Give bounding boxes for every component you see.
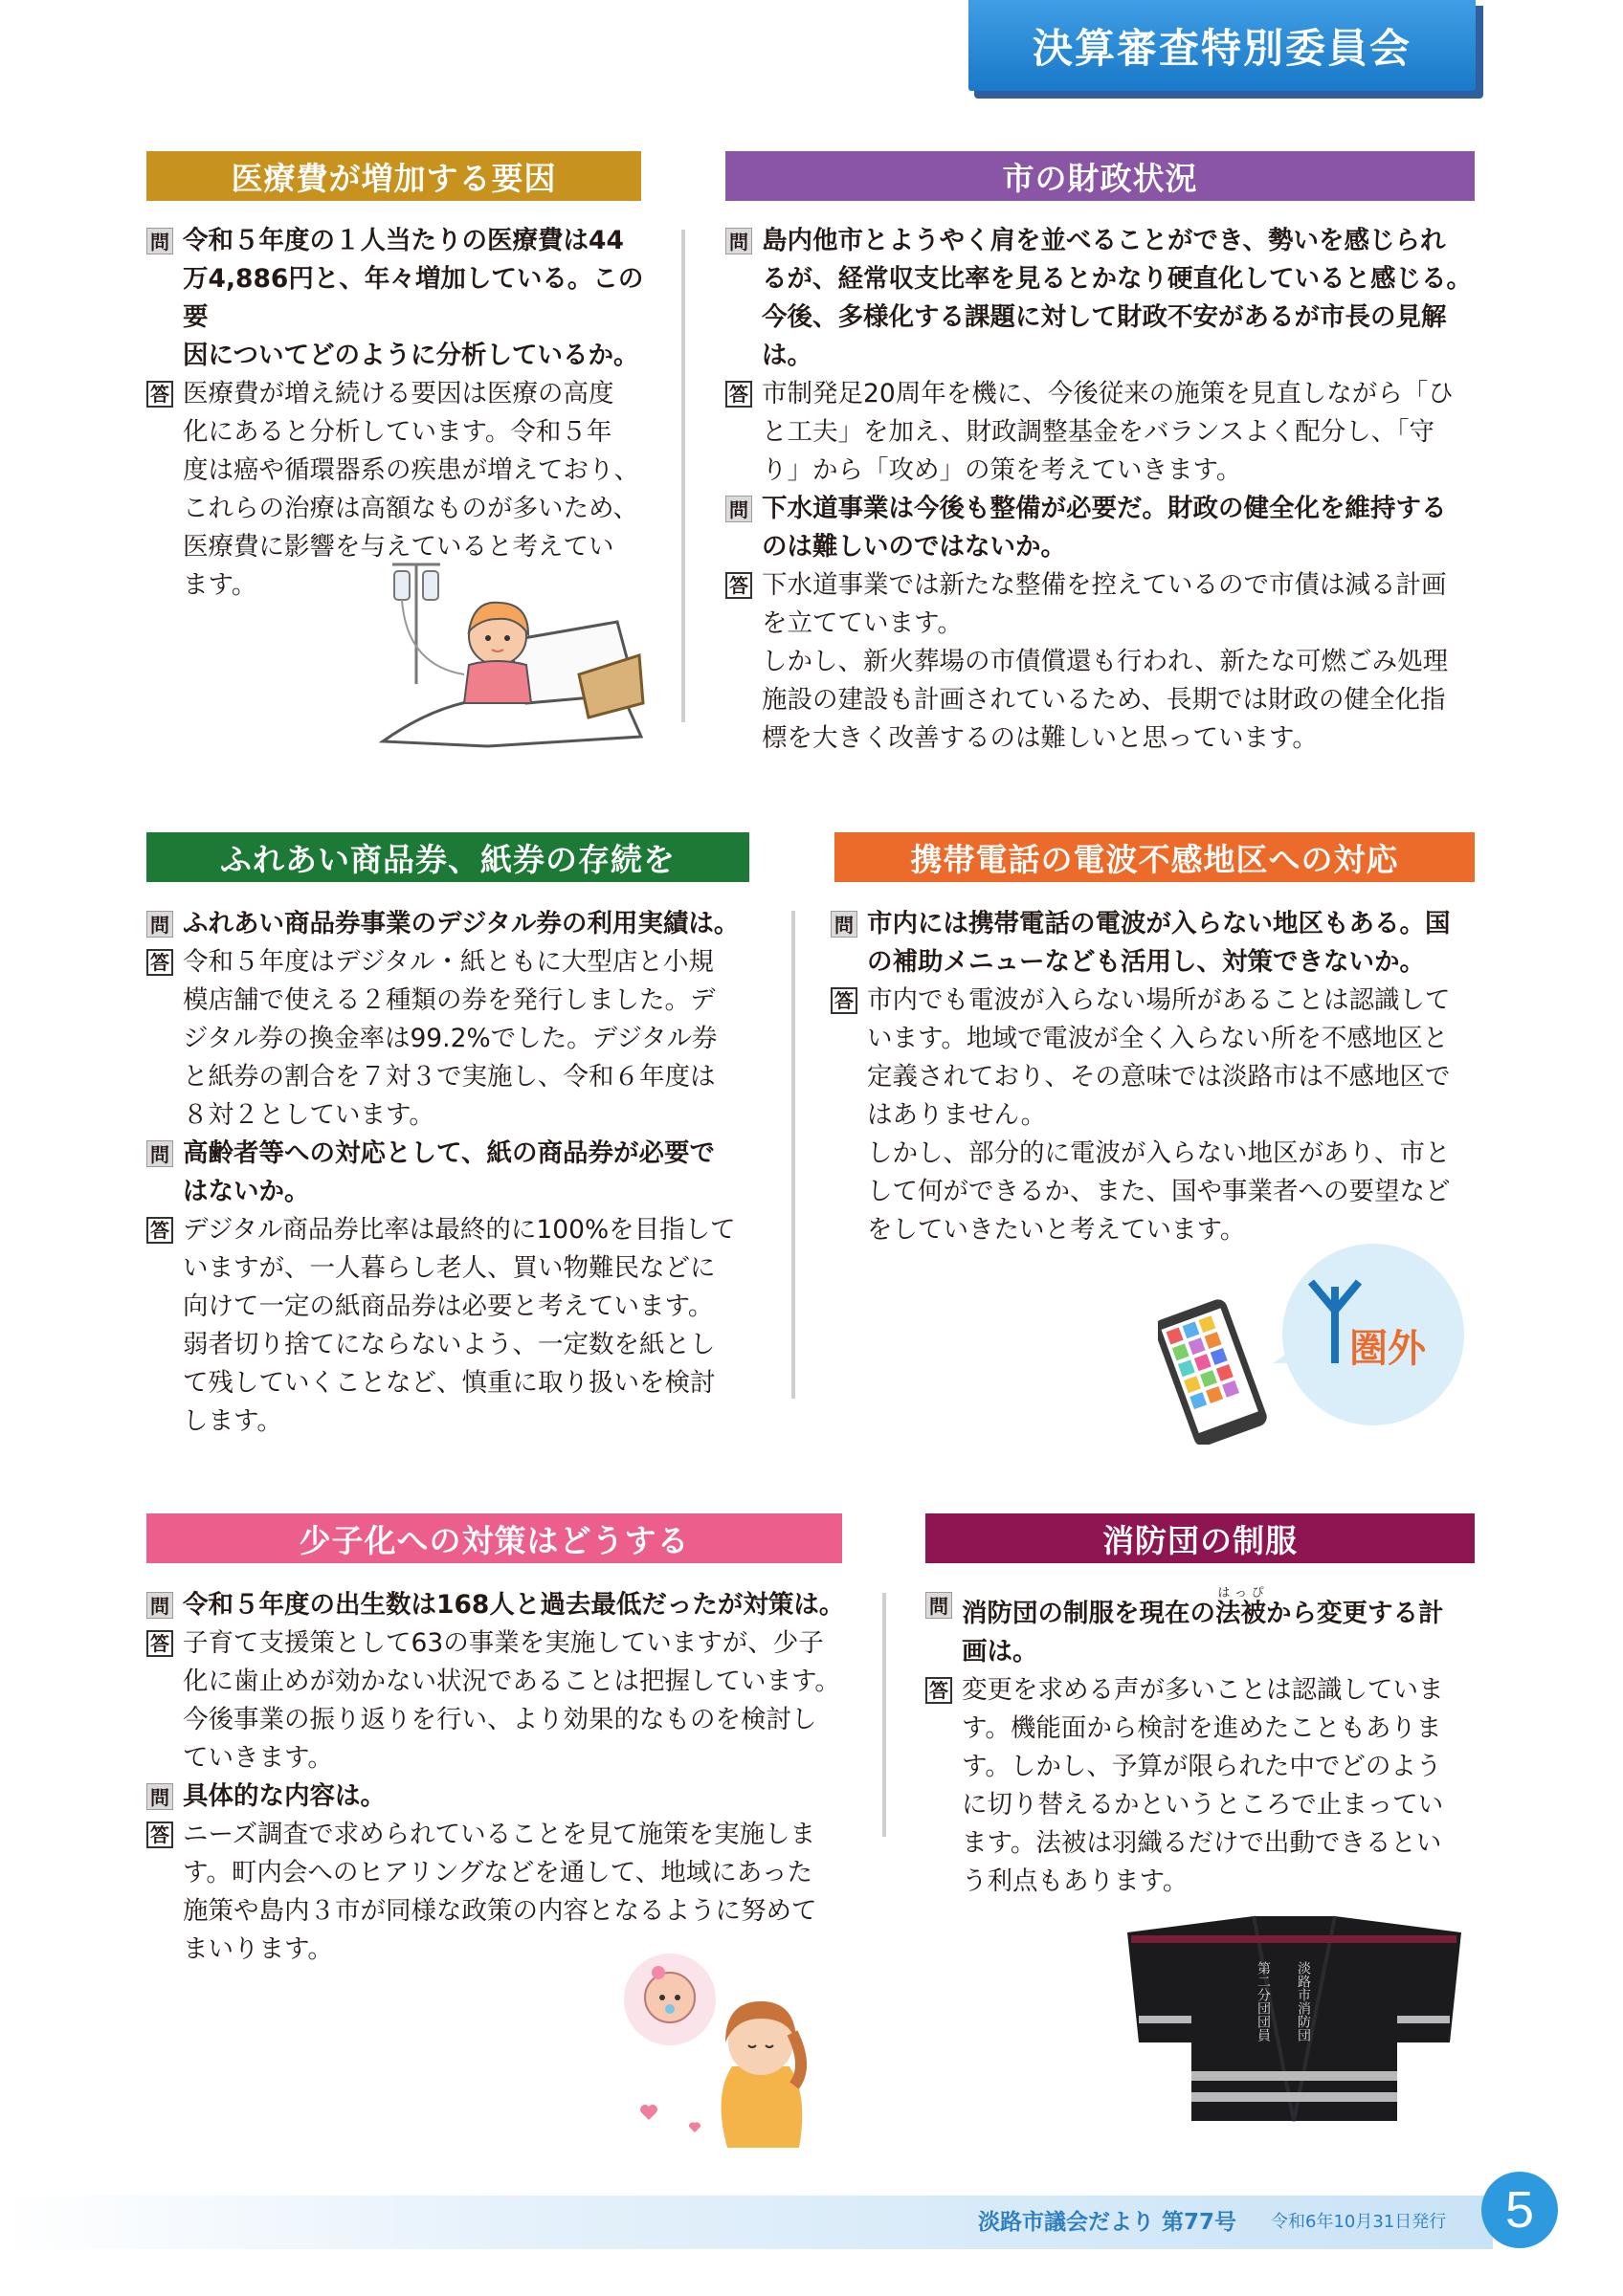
section-title-fire: 消防団の制服: [925, 1513, 1475, 1563]
answer-badge: 答: [831, 987, 857, 1014]
answer-line: に切り替えるかというところで止まってい: [962, 1790, 1444, 1820]
answer-line: 度は癌や循環器系の疾患が増えており、: [183, 455, 639, 485]
footer-publication: 淡路市議会だより 第77号: [978, 2210, 1237, 2235]
question-line: 画は。: [962, 1637, 1038, 1667]
footer-band: [0, 2196, 1493, 2249]
happi-text-right: 淡路市消防団: [1296, 1961, 1311, 2042]
answer-line: しかし、新火葬場の市債償還も行われ、新たな可燃ごみ処理: [762, 647, 1449, 676]
answer-line: これらの治療は高額なものが多いため、: [183, 494, 638, 523]
voucher-column: [146, 905, 768, 1441]
question-line: のは難しいのではないか。: [762, 532, 1066, 562]
question-badge: 問: [146, 911, 173, 938]
question-badge: 問: [831, 911, 857, 938]
question-line: るが、経常収支比率を見るとかなり硬直化していると感じる。: [762, 264, 1472, 294]
answer-line: ジタル券の換金率は99.2%でした。デジタル券: [183, 1024, 718, 1053]
answer-line: します。: [183, 1406, 282, 1436]
question-badge: 問: [725, 228, 752, 254]
question-line: 下水道事業は今後も整備が必要だ。財政の健全化を維持する: [762, 494, 1447, 523]
question-line: 市内には携帯電話の電波が入らない地区もある。国: [867, 909, 1451, 938]
answer-line: 医療費に影響を与えていると考えてい: [183, 532, 614, 562]
section-title-mobile: 携帯電話の電波不感地区への対応: [834, 832, 1475, 882]
section-title-medical: 医療費が増加する要因: [146, 151, 641, 201]
column-divider: [791, 911, 795, 1399]
question-badge: 問: [146, 1783, 173, 1810]
answer-line: 施設の建設も計画されているため、長期では財政の健全化指: [762, 685, 1446, 715]
question-line: [962, 1586, 1490, 1633]
answer-line: 弱者切り捨てにならないよう、一定数を紙とし: [183, 1330, 716, 1359]
answer-line: す。しかし、予算が限られた中でどのよう: [962, 1752, 1442, 1781]
mobile-column: [831, 905, 1491, 1249]
answer-line: います。地域で電波が全く入らない所を不感地区と: [867, 1024, 1449, 1053]
phone-out-of-range-illustration: [1158, 1239, 1464, 1445]
answer: [925, 1671, 1490, 1901]
answer-line: まいります。: [183, 1934, 333, 1964]
answer-line: 標を大きく改善するのは難しいと思っています。: [762, 723, 1318, 753]
question-badge: 問: [925, 1592, 952, 1619]
answer-line: 今後事業の振り返りを行い、より効果的なものを検討し: [183, 1705, 817, 1734]
mother-baby-illustration: [612, 1942, 823, 2148]
answer-badge: 答: [146, 1217, 173, 1244]
question-line: 島内他市とようやく肩を並べることができ、勢いを感じられ: [762, 226, 1446, 255]
question-text-pre: 消防団の制服を現在の: [962, 1599, 1215, 1628]
question-text-post: から変更する計: [1266, 1599, 1444, 1628]
section-title-birth: 少子化への対策はどうする: [146, 1513, 842, 1563]
page-number: 5: [1481, 2172, 1558, 2248]
question-line: ふれあい商品券事業のデジタル券の利用実績は。: [183, 909, 740, 938]
answer-line: ます。法被は羽織るだけで出動できるとい: [962, 1828, 1442, 1858]
answer-badge: 答: [925, 1677, 952, 1704]
answer-line: す。機能面から検討を進めたこともありま: [962, 1713, 1442, 1743]
answer-line: う利点もあります。: [962, 1866, 1189, 1896]
question: [146, 1135, 768, 1211]
answer-line: 令和５年度はデジタル・紙ともに大型店と小規: [183, 947, 714, 977]
answer-line: いますが、一人暮らし老人、買い物難民などに: [183, 1253, 716, 1283]
answer-line: 市制発足20周年を機に、今後従来の施策を見直しながら「ひ: [762, 379, 1454, 408]
question-line: 因についてどのように分析しているか。: [183, 341, 639, 370]
answer-line: 医療費が増え続ける要因は医療の高度: [183, 379, 614, 408]
answer-line: 市内でも電波が入らない場所があることは認識して: [867, 985, 1451, 1015]
answer-badge: 答: [146, 949, 173, 976]
fire-column: [925, 1586, 1490, 1901]
answer: [146, 1624, 855, 1777]
happi-reading: はっぴ: [1215, 1586, 1266, 1601]
section-title-finance: 市の財政状況: [725, 151, 1475, 201]
question: [146, 1777, 855, 1816]
answer: [831, 982, 1491, 1135]
hospital-girl-illustration: [373, 550, 651, 756]
answer-line: 化に歯止めが効かない状況であることは把握しています。: [183, 1667, 840, 1696]
footer-date: 令和6年10月31日発行: [1271, 2212, 1447, 2232]
happi-word: 法被: [1215, 1599, 1266, 1628]
question: [146, 222, 654, 375]
answer: [146, 943, 768, 1135]
answer-line: と工夫」を加え、財政調整基金をバランスよく配分し、「守: [762, 417, 1435, 447]
answer-line: す。町内会へのヒアリングなどを通して、地域にあった: [183, 1858, 812, 1888]
answer-badge: 答: [146, 381, 173, 408]
answer-line: ていきます。: [183, 1743, 333, 1773]
answer-line: 施策や島内３市が同様な政策の内容となるように努めて: [183, 1896, 817, 1926]
answer-line: して何ができるか、また、国や事業者への要望など: [867, 1177, 1451, 1206]
answer-line: 子育て支援策として63の事業を実施していますが、少子: [183, 1628, 824, 1658]
answer-badge: 答: [146, 1821, 173, 1848]
answer-continued: [831, 1135, 1491, 1249]
happi-text-left: 第二分団団員: [1256, 1961, 1271, 2042]
question-badge: 問: [725, 496, 752, 522]
column-divider: [882, 1593, 886, 1837]
question-line: 今後、多様化する課題に対して財政不安があるが市長の見解は。: [762, 302, 1447, 370]
page-header: [968, 0, 1476, 91]
question: [146, 905, 768, 943]
column-divider: [681, 230, 685, 722]
answer-line: デジタル商品券比率は最終的に100%を目指して: [183, 1215, 736, 1245]
happi-ruby: [1215, 1586, 1266, 1628]
answer-badge: 答: [146, 1630, 173, 1657]
answer-line: ニーズ調査で求められていることを見て施策を実施しま: [183, 1820, 816, 1849]
answer: [725, 566, 1491, 643]
answer-line: り」から「攻め」の策を考えていきます。: [762, 455, 1242, 485]
question: [831, 905, 1491, 982]
section-title-voucher: ふれあい商品券、紙券の存続を: [146, 832, 749, 882]
question: [146, 1586, 855, 1624]
answer-line: 化にあると分析しています。令和５年: [183, 417, 612, 447]
answer-line: ます。: [183, 570, 257, 600]
happi-coat-photo: [1120, 1909, 1469, 2124]
finance-column: [725, 222, 1491, 758]
answer-line: と紙券の割合を７対３で実施し、令和６年度は: [183, 1062, 716, 1092]
question-badge: 問: [146, 1140, 173, 1167]
answer-continued: [725, 643, 1491, 758]
answer-line: て残していくことなど、慎重に取り扱いを検討: [183, 1368, 716, 1398]
question-line: はないか。: [183, 1177, 310, 1206]
answer-badge: 答: [725, 381, 752, 408]
question-badge: 問: [146, 1592, 173, 1619]
answer-line: 下水道事業では新たな整備を控えているので市債は減る計画: [762, 570, 1447, 600]
question-line: 高齢者等への対応として、紙の商品券が必要で: [183, 1138, 715, 1168]
answer-badge: 答: [725, 572, 752, 599]
question-line: 令和５年度の出生数は168人と過去最低だったが対策は。: [183, 1590, 845, 1620]
answer-line: 変更を求める声が多いことは認識していま: [962, 1675, 1444, 1705]
answer-line: を立てています。: [762, 608, 963, 638]
question-line: 令和５年度の１人当たりの医療費は44: [183, 226, 624, 255]
medical-column: [146, 222, 654, 605]
answer-line: をしていきたいと考えています。: [867, 1215, 1246, 1245]
answer-line: 向けて一定の紙商品券は必要と考えています。: [183, 1292, 714, 1321]
question: [925, 1586, 1490, 1671]
question-line: 具体的な内容は。: [183, 1781, 386, 1811]
answer-line: しかし、部分的に電波が入らない地区があり、市と: [867, 1138, 1451, 1168]
answer-line: 定義されており、その意味では淡路市は不感地区で: [867, 1062, 1451, 1092]
page-title: 決算審査特別委員会: [968, 0, 1476, 91]
question-badge: 問: [146, 228, 173, 254]
answer: [725, 375, 1491, 490]
question: [725, 222, 1491, 375]
birth-column: [146, 1586, 855, 1969]
answer-line: はありません。: [867, 1100, 1047, 1130]
question-line: 万4,886円と、年々増加している。この要: [183, 264, 644, 332]
answer-line: 模店舗で使える２種類の券を発行しました。デ: [183, 985, 716, 1015]
out-of-range-label: 圏外: [1349, 1327, 1426, 1371]
question: [725, 490, 1491, 566]
answer-line: ８対２としています。: [183, 1100, 434, 1130]
question-line: の補助メニューなども活用し、対策できないか。: [867, 947, 1425, 977]
answer: [146, 1211, 768, 1441]
